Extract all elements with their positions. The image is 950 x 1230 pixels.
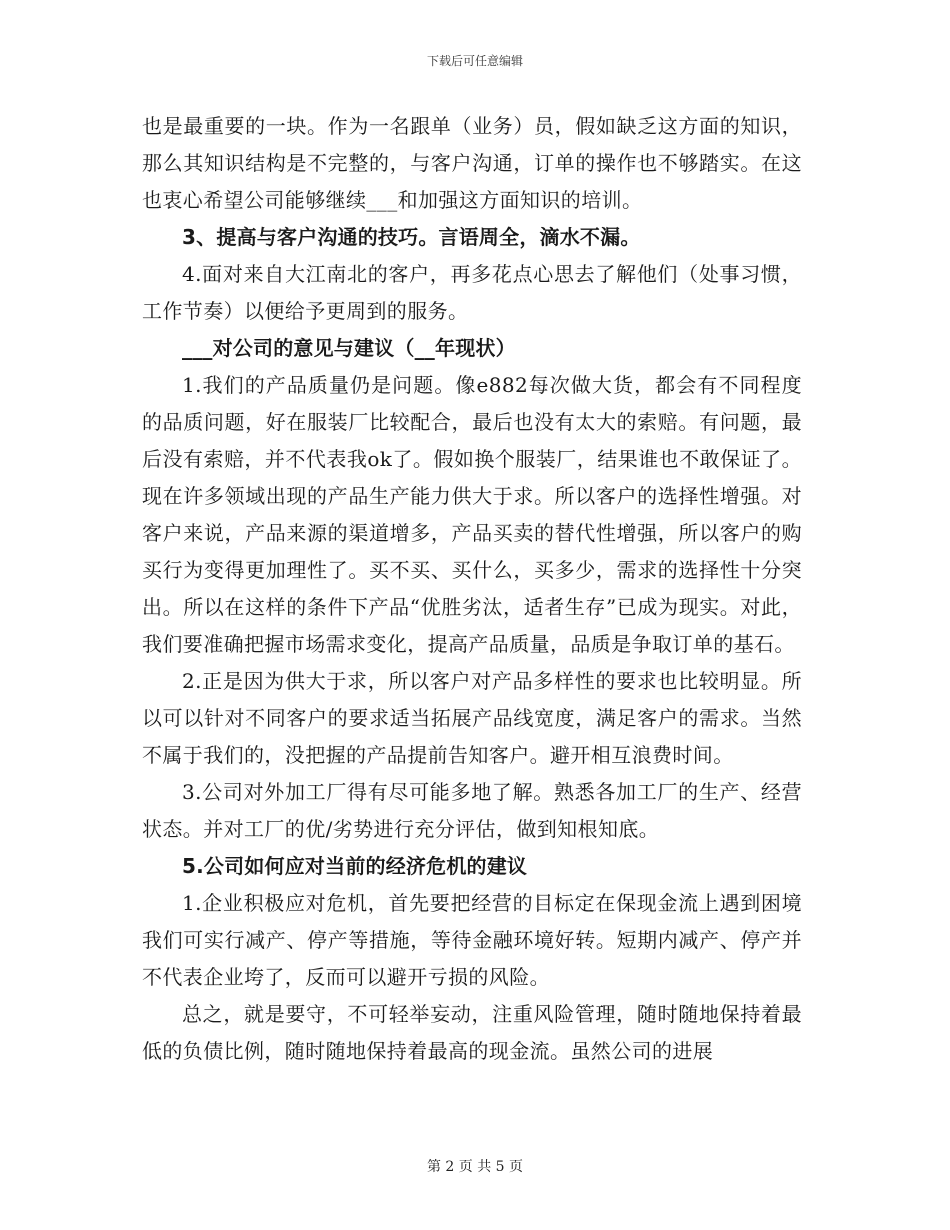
paragraph-product-quality: 1.我们的产品质量仍是问题。像e882每次做大货，都会有不同程度的品质问题，好在服装厂比较配合，最后也没有太大的索赔。有问题，最后没有索赔，并不代表我ok了。假如换个服装厂，结果谁也不敢保证了。现在许多领域出现的产品生产能力供大于求。所以客户的选择性增强。对客户来说，产品来源的渠道增多，产品买卖的替代性增强，所以客户的购买行为变得更加理性了。买不买、买什么，买多少，需求的选择性十分突出。所以在这样的条件下产品“优胜劣汰，适者生存”已成为现实。对此，我们要准确把握市场需求变化，提高产品质量，品质是争取订单的基石。: [142, 373, 802, 656]
page-header: 下载后可任意编辑: [426, 54, 523, 68]
paragraph-continuation: 也是最重要的一块。作为一名跟单（业务）员，假如缺乏这方面的知识，那么其知识结构是不完整的，与客户沟通，订单的操作也不够踏实。在这也衷心希望公司能够继续___和加强这方面知识的培训。: [142, 114, 802, 212]
paragraph-customer-service: 4.面对来自大江南北的客户，再多花点心思去了解他们（处事习惯，工作节奏）以便给予更周到的服务。: [142, 262, 802, 323]
heading-company-suggestions: ___对公司的意见与建议（__年现状）: [182, 336, 516, 360]
paragraph-conclusion: 总之，就是要守，不可轻举妄动，注重风险管理，随时随地保持着最低的负债比例，随时随地保持着最高的现金流。虽然公司的进展: [142, 1002, 802, 1063]
page-footer: 第 2 页 共 5 页: [426, 1159, 524, 1175]
paragraph-factory-knowledge: 3.公司对外加工厂得有尽可能多地了解。熟悉各加工厂的生产、经营状态。并对工厂的优/劣势进行充分评估，做到知根知底。: [142, 780, 802, 841]
heading-economic-crisis: 5.公司如何应对当前的经济危机的建议: [182, 854, 528, 878]
heading-communication-skills: 3、提高与客户沟通的技巧。言语周全，滴水不漏。: [182, 225, 641, 249]
paragraph-product-diversity: 2.正是因为供大于求，所以客户对产品多样性的要求也比较明显。所以可以针对不同客户的要求适当拓展产品线宽度，满足客户的需求。当然不属于我们的，没把握的产品提前告知客户。避开相互浪费时间。: [142, 669, 802, 767]
document-body: [142, 108, 802, 1070]
paragraph-crisis-response: 1.企业积极应对危机，首先要把经营的目标定在保现金流上遇到困境我们可实行减产、停产等措施，等待金融环境好转。短期内减产、停产并不代表企业垮了，反而可以避开亏损的风险。: [142, 891, 802, 989]
